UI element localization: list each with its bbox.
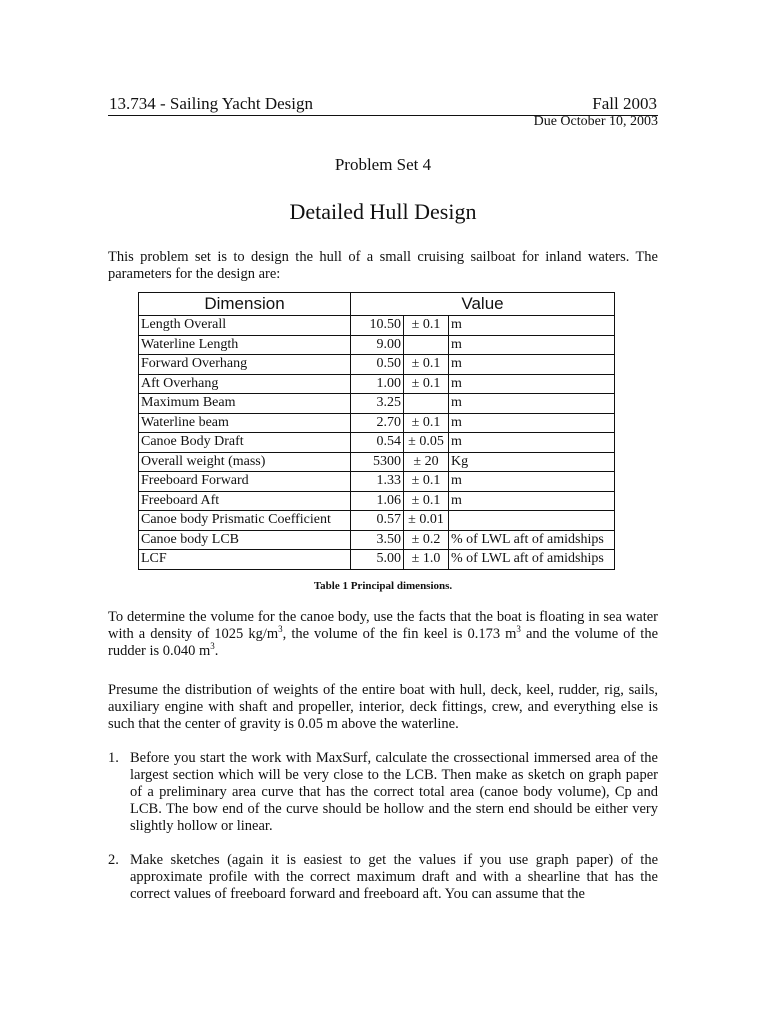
problem-set-label: Problem Set 4 <box>334 155 432 174</box>
row-unit <box>449 511 615 531</box>
row-tolerance: ± 0.1 <box>404 413 449 433</box>
table-row <box>139 433 615 453</box>
table-row <box>139 550 615 570</box>
row-value: 0.57 <box>351 511 404 531</box>
row-unit: m <box>449 355 615 375</box>
row-name: Maximum Beam <box>139 394 351 414</box>
table-row <box>139 413 615 433</box>
row-value: 0.50 <box>351 355 404 375</box>
row-value: 2.70 <box>351 413 404 433</box>
row-unit: m <box>449 374 615 394</box>
table-row <box>139 394 615 414</box>
intro-paragraph: This problem set is to design the hull of a small cruising sailboat for inland waters. The parameters for the design are: <box>108 249 658 282</box>
table-caption: Table 1 Principal dimensions. <box>313 580 453 592</box>
row-name: Waterline beam <box>139 413 351 433</box>
table-row <box>139 374 615 394</box>
table-row <box>139 452 615 472</box>
principal-dimensions-table <box>138 292 615 570</box>
volume-text-1: To determine the volume for the canoe body, use the facts that the boat is floating in sea water with a density of 1025 kg/m <box>108 609 658 642</box>
superscript: 3 <box>278 624 283 635</box>
weights-paragraph: Presume the distribution of weights of the entire boat with hull, deck, keel, rudder, rig, sails, auxiliary engine with shaft and propeller, interior, deck fittings, crew, and everything else is such that the center of gravity is 0.05 m above the waterline. <box>108 682 658 732</box>
row-unit: m <box>449 433 615 453</box>
superscript: 3 <box>210 641 215 652</box>
steps-list <box>108 750 658 920</box>
row-tolerance: ± 0.1 <box>404 472 449 492</box>
row-unit: m <box>449 472 615 492</box>
value-header: Value <box>351 293 615 316</box>
table-row <box>139 530 615 550</box>
volume-text-4: . <box>214 643 219 659</box>
row-unit: m <box>449 394 615 414</box>
row-name: Overall weight (mass) <box>139 452 351 472</box>
table-header-row <box>139 293 615 316</box>
list-text: Make sketches (again it is easiest to get the values if you use graph paper) of the approximate profile with the correct maximum draft and with a shearline that has the correct values of freeboard forward and freeboard aft. You can assume that the <box>130 852 658 902</box>
header-row <box>108 93 658 116</box>
row-value: 1.06 <box>351 491 404 511</box>
superscript: 3 <box>516 624 521 635</box>
volume-text-3: and the volume of the rudder is 0.040 m <box>108 626 658 659</box>
course-title: 13.734 - Sailing Yacht Design <box>109 94 313 113</box>
row-name: LCF <box>139 550 351 570</box>
row-value: 3.25 <box>351 394 404 414</box>
list-number: 2. <box>108 852 119 868</box>
table-row <box>139 472 615 492</box>
row-tolerance: ± 1.0 <box>404 550 449 570</box>
row-tolerance: ± 0.2 <box>404 530 449 550</box>
row-value: 3.50 <box>351 530 404 550</box>
list-item <box>108 750 658 835</box>
list-number: 1. <box>108 750 119 766</box>
row-name: Freeboard Forward <box>139 472 351 492</box>
row-name: Aft Overhang <box>139 374 351 394</box>
table-row <box>139 491 615 511</box>
term-label: Fall 2003 <box>592 94 657 113</box>
row-unit: m <box>449 413 615 433</box>
row-tolerance: ± 0.1 <box>404 316 449 336</box>
row-value: 1.33 <box>351 472 404 492</box>
row-name: Canoe body Prismatic Coefficient <box>139 511 351 531</box>
row-name: Canoe Body Draft <box>139 433 351 453</box>
row-value: 5300 <box>351 452 404 472</box>
table-row <box>139 511 615 531</box>
row-name: Freeboard Aft <box>139 491 351 511</box>
row-tolerance: ± 0.01 <box>404 511 449 531</box>
row-value: 0.54 <box>351 433 404 453</box>
table-row <box>139 316 615 336</box>
volume-paragraph <box>108 609 658 660</box>
row-tolerance: ± 0.1 <box>404 374 449 394</box>
row-unit: m <box>449 316 615 336</box>
row-value: 1.00 <box>351 374 404 394</box>
row-tolerance: ± 20 <box>404 452 449 472</box>
row-unit: m <box>449 335 615 355</box>
row-name: Waterline Length <box>139 335 351 355</box>
volume-text-2: , the volume of the fin keel is 0.173 m <box>282 626 517 642</box>
row-tolerance: ± 0.05 <box>404 433 449 453</box>
row-tolerance <box>404 394 449 414</box>
row-unit: m <box>449 491 615 511</box>
row-unit: % of LWL aft of amidships <box>449 550 615 570</box>
row-unit: % of LWL aft of amidships <box>449 530 615 550</box>
row-tolerance <box>404 335 449 355</box>
due-date: Due October 10, 2003 <box>533 114 658 129</box>
row-name: Forward Overhang <box>139 355 351 375</box>
row-value: 10.50 <box>351 316 404 336</box>
dimension-header: Dimension <box>139 293 351 316</box>
row-tolerance: ± 0.1 <box>404 355 449 375</box>
row-tolerance: ± 0.1 <box>404 491 449 511</box>
row-value: 9.00 <box>351 335 404 355</box>
list-item <box>108 852 658 903</box>
page-title: Detailed Hull Design <box>289 199 477 224</box>
row-name: Canoe body LCB <box>139 530 351 550</box>
table-row <box>139 335 615 355</box>
row-unit: Kg <box>449 452 615 472</box>
table-row <box>139 355 615 375</box>
list-text: Before you start the work with MaxSurf, calculate the crossectional immersed area of the largest section which will be very close to the LCB. Then make as sketch on graph paper of a preliminary area curve that has the correct total area (canoe body volume), Cp and LCB. The bow end of the curve should be hollow and the stern end should be either very slightly hollow or linear. <box>130 750 658 834</box>
row-value: 5.00 <box>351 550 404 570</box>
row-name: Length Overall <box>139 316 351 336</box>
